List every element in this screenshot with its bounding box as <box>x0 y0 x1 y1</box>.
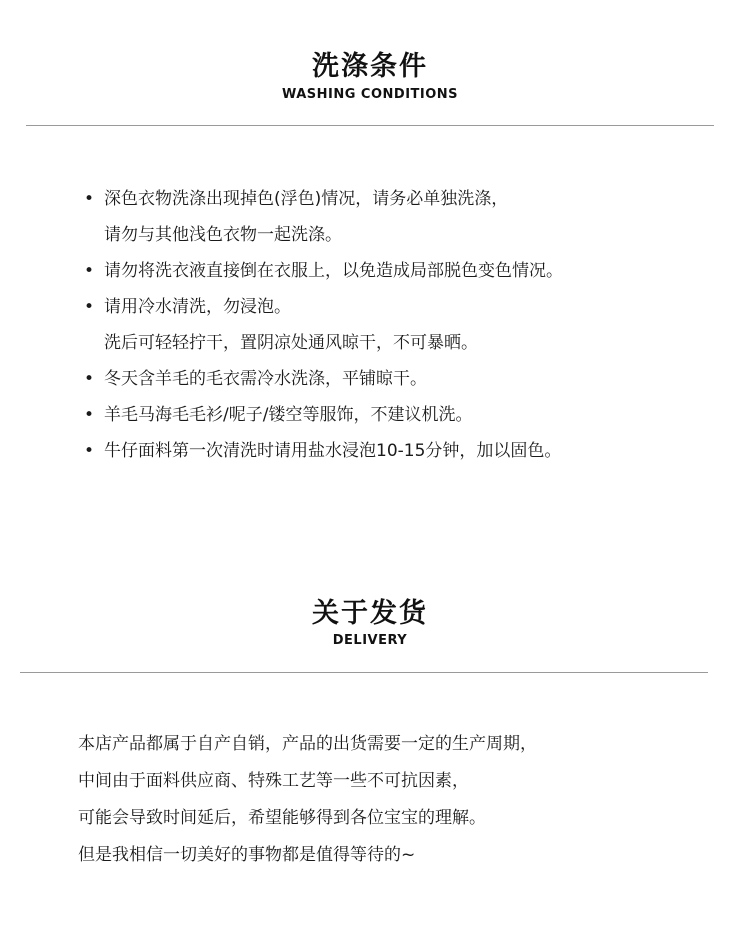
paragraph-line: 中间由于面料供应商、特殊工艺等一些不可抗因素， <box>78 771 469 791</box>
list-item-text: 深色衣物洗涤出现掉色(浮色)情况，请务必单独洗涤， <box>104 189 509 209</box>
list-item-text: 冬天含羊毛的毛衣需冷水洗涤，平铺晾干。 <box>104 369 427 389</box>
list-item <box>84 361 563 397</box>
bullet: • <box>84 441 95 461</box>
washing-divider <box>26 125 714 126</box>
paragraph-line: 可能会导致时间延后，希望能够得到各位宝宝的理解。 <box>78 808 486 828</box>
bullet: • <box>84 261 95 281</box>
list-item <box>84 433 563 469</box>
list-item-text: 洗后可轻轻拧干，置阴凉处通风晾干，不可暴晒。 <box>104 333 478 353</box>
delivery-title: 关于发货 <box>312 598 428 629</box>
list-item <box>84 289 563 361</box>
list-item <box>84 397 563 433</box>
list-item-text: 请勿与其他浅色衣物一起洗涤。 <box>104 225 342 245</box>
list-item <box>84 181 563 253</box>
list-item <box>84 253 563 289</box>
bullet: • <box>84 297 95 317</box>
delivery-subtitle: DELIVERY <box>332 633 408 648</box>
bullet: • <box>84 369 95 389</box>
paragraph-line: 但是我相信一切美好的事物都是值得等待的~ <box>78 845 416 865</box>
list-item-text: 请用冷水清洗，勿浸泡。 <box>104 297 291 317</box>
bullet: • <box>84 405 95 425</box>
washing-subtitle: WASHING CONDITIONS <box>281 87 459 102</box>
delivery-divider <box>20 672 708 673</box>
bullet: • <box>84 189 95 209</box>
list-item-text: 牛仔面料第一次清洗时请用盐水浸泡10-15分钟，加以固色。 <box>104 441 562 461</box>
list-item-text: 羊毛马海毛毛衫/呢子/镂空等服饰，不建议机洗。 <box>104 405 473 425</box>
washing-title: 洗涤条件 <box>312 51 428 82</box>
washing-list <box>84 181 563 469</box>
delivery-paragraph <box>78 726 537 874</box>
list-item-text: 请勿将洗衣液直接倒在衣服上，以免造成局部脱色变色情况。 <box>104 261 563 281</box>
paragraph-line: 本店产品都属于自产自销，产品的出货需要一定的生产周期， <box>78 734 537 754</box>
